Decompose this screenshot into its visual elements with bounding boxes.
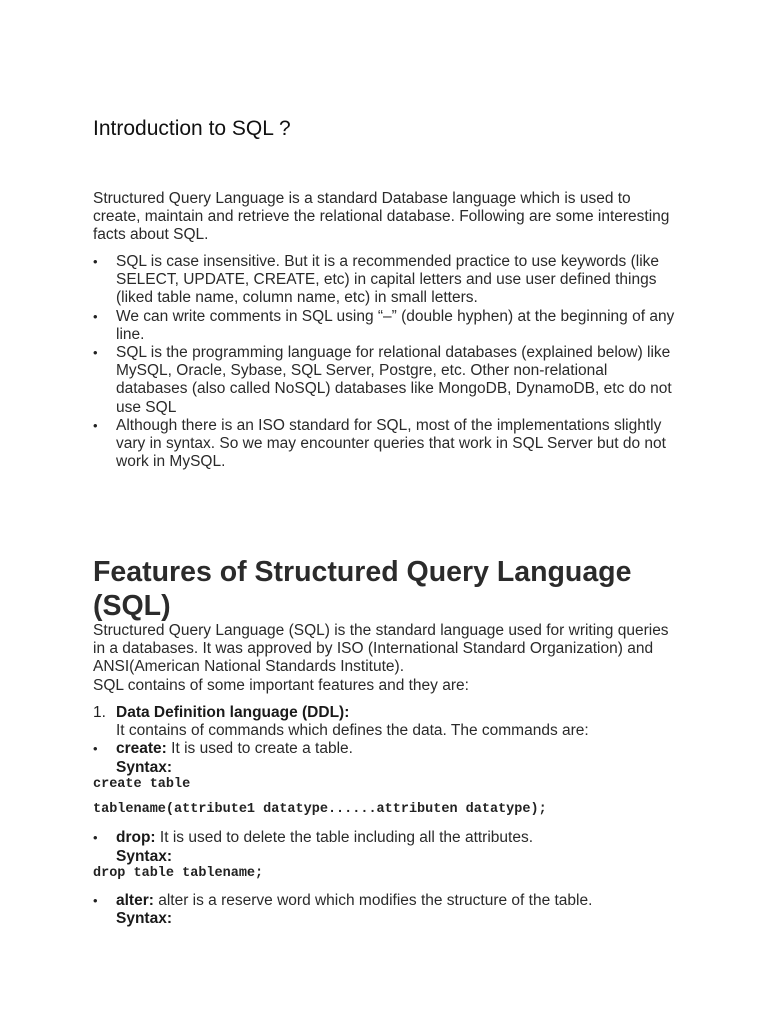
drop-desc: It is used to delete the table including all the attributes. bbox=[155, 829, 534, 846]
create-code-line-1: create table bbox=[93, 777, 191, 792]
ddl-number: 1. bbox=[93, 704, 106, 721]
list-item: • SQL is case insensitive. But it is a recommended practice to use keywords (like SELECT, UPDATE, CREATE, etc) in capital letters and use user defined things (liked table name, column name, etc) in small letters. bbox=[93, 253, 683, 308]
alter-desc: alter is a reserve word which modifies the structure of the table. bbox=[153, 892, 593, 909]
alter-item bbox=[93, 892, 686, 910]
list-item: • We can write comments in SQL using “–” (double hyphen) at the beginning of any line. bbox=[93, 308, 683, 344]
features-paragraph: Structured Query Language (SQL) is the standard language used for writing queries in a databases. It was approved by ISO (International Standard Organization) and ANSI(American National Standards Institute). bbox=[93, 622, 669, 676]
list-item: • Although there is an ISO standard for SQL, most of the implementations slightly vary in syntax. So we may encounter queries that work in SQL Server but do not work in MySQL. bbox=[93, 417, 683, 472]
facts-list bbox=[93, 253, 683, 471]
alter-name: alter: bbox=[116, 892, 154, 909]
intro-paragraph: Structured Query Language is a standard Database language which is used to create, maintain and retrieve the relational database. Following are some interesting facts about SQL. bbox=[93, 190, 670, 244]
features-heading: Features of Structured Query Language (SQL) bbox=[93, 556, 632, 622]
create-item bbox=[93, 740, 686, 758]
create-name: create: bbox=[116, 740, 167, 757]
ddl-description: It contains of commands which defines the data. The commands are: bbox=[116, 722, 589, 739]
create-syntax-label: Syntax: bbox=[116, 759, 172, 776]
create-code-line-2: tablename(attribute1 datatype......attributen datatype); bbox=[93, 802, 547, 817]
list-item: • SQL is the programming language for relational databases (explained below) like MySQL, Oracle, Sybase, SQL Server, Postgre, etc. Other non-relational databases (also called NoSQL) databases like MongoDB, DynamoDB, etc do not use SQL bbox=[93, 344, 683, 417]
drop-name: drop: bbox=[116, 829, 156, 846]
create-desc: It is used to create a table. bbox=[166, 740, 353, 757]
drop-code-line-1: drop table tablename; bbox=[93, 866, 264, 881]
intro-heading: Introduction to SQL ? bbox=[93, 117, 291, 140]
alter-syntax-label: Syntax: bbox=[116, 910, 172, 927]
drop-syntax-label: Syntax: bbox=[116, 848, 172, 865]
features-paragraph-2: SQL contains of some important features and they are: bbox=[93, 677, 469, 694]
drop-item bbox=[93, 829, 686, 847]
ddl-title: Data Definition language (DDL): bbox=[116, 704, 350, 721]
